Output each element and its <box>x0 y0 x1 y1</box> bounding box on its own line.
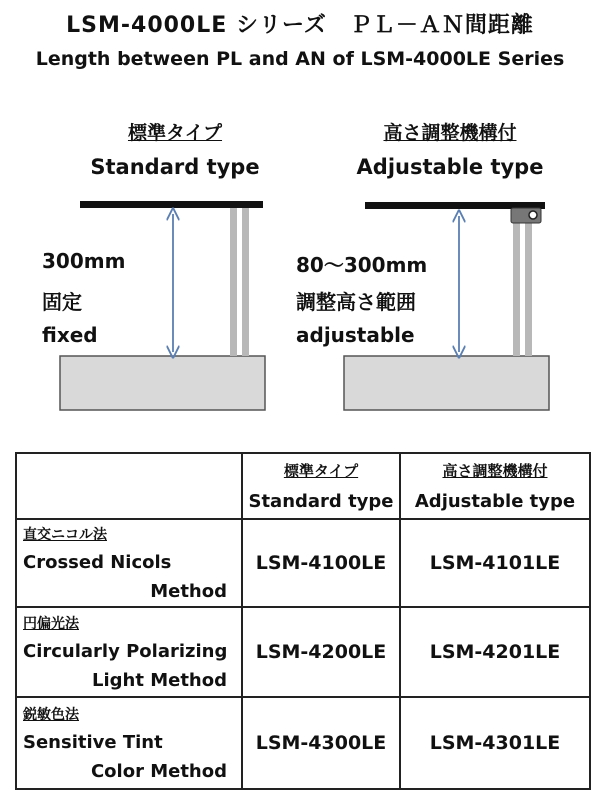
method-jp: 鋭敏色法 <box>23 707 79 723</box>
method-cell <box>16 697 242 789</box>
standard-value: 300mm <box>42 249 126 273</box>
model-adjustable: LSM-4301LE <box>400 697 590 789</box>
standard-diagram <box>60 201 265 410</box>
adjustable-value: 80～300mm <box>296 253 428 277</box>
adjustable-note-jp: 調整高さ範囲 <box>296 290 416 314</box>
model-adjustable: LSM-4201LE <box>400 607 590 697</box>
adjustable-heading-jp: 高さ調整機構付 <box>383 122 517 144</box>
table-header-adjustable-jp: 高さ調整機構付 <box>442 462 548 480</box>
adjustable-base <box>344 356 549 410</box>
table-header-row <box>16 453 590 519</box>
standard-note-jp: 固定 <box>42 290 82 314</box>
method-line2: Light Method <box>92 670 227 691</box>
model-adjustable: LSM-4101LE <box>400 519 590 607</box>
method-line1: Sensitive Tint <box>23 732 163 753</box>
method-cell <box>16 607 242 697</box>
table-header-empty <box>16 453 242 519</box>
adjustable-heading-en: Adjustable type <box>356 155 544 179</box>
table-header-standard-jp: 標準タイプ <box>283 462 359 480</box>
method-line2: Color Method <box>90 761 227 782</box>
standard-pole-1 <box>230 207 237 356</box>
method-line1: Circularly Polarizing <box>23 641 228 662</box>
table-row <box>16 519 590 607</box>
table-header-adjustable <box>400 453 590 519</box>
model-standard: LSM-4300LE <box>242 697 400 789</box>
method-cell <box>16 519 242 607</box>
model-standard: LSM-4100LE <box>242 519 400 607</box>
method-line2: Method <box>150 581 227 602</box>
page-title-jp: LSM-4000LE シリーズ ＰＬ－ＡＮ間距離 <box>66 13 534 38</box>
table-header-standard-en: Standard type <box>248 491 394 512</box>
method-jp: 直交ニコル法 <box>23 527 107 543</box>
adjustable-pole-1 <box>513 212 520 356</box>
method-jp: 円偏光法 <box>23 616 79 632</box>
table-header-adjustable-en: Adjustable type <box>414 491 576 512</box>
method-line1: Crossed Nicols <box>23 552 172 573</box>
model-standard: LSM-4200LE <box>242 607 400 697</box>
standard-base <box>60 356 265 410</box>
table-row <box>16 607 590 697</box>
standard-pole-2 <box>242 207 249 356</box>
table-header-standard <box>242 453 400 519</box>
adjustable-pole-2 <box>525 212 532 356</box>
adjustment-knob-dial <box>529 211 537 219</box>
adjustable-note-en: adjustable <box>296 323 415 347</box>
model-table <box>15 452 591 790</box>
standard-heading-jp: 標準タイプ <box>127 122 223 144</box>
page-title-en: Length between PL and AN of LSM-4000LE Series <box>35 48 565 70</box>
standard-pl-bar <box>80 201 263 208</box>
standard-heading-en: Standard type <box>90 155 260 179</box>
standard-note-en: fixed <box>42 323 98 347</box>
table-row <box>16 697 590 789</box>
